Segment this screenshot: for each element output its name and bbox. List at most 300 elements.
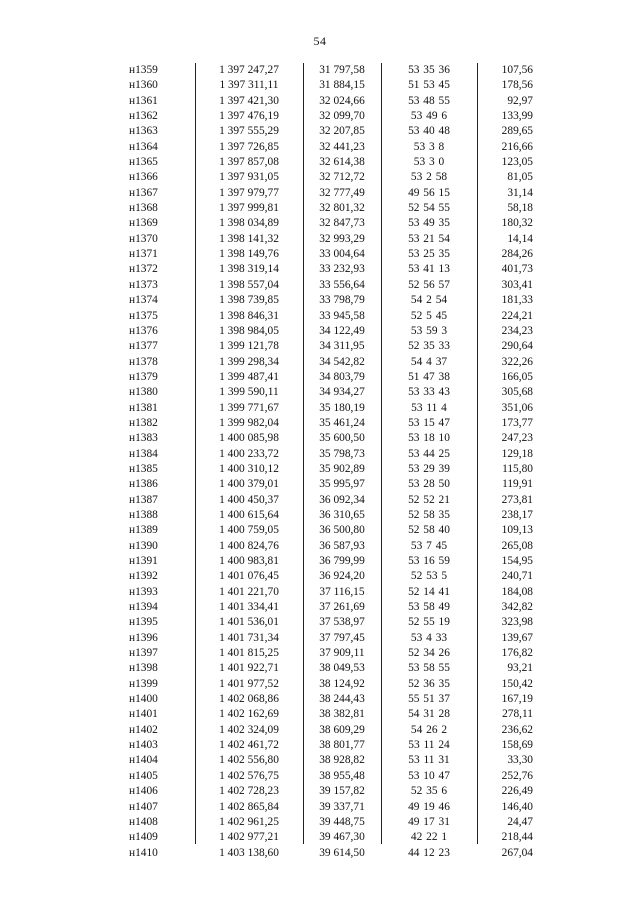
x-coordinate-cell: 1 401 977,52 [219, 677, 279, 690]
direction-angle-cell: 53 33 43 [408, 386, 450, 399]
y-coordinate-cell: 36 500,80 [319, 524, 365, 537]
direction-angle-cell: 53 40 48 [408, 125, 450, 138]
table-row [113, 109, 537, 124]
x-coordinate-cell: 1 400 379,01 [219, 478, 279, 491]
y-coordinate-cell: 32 801,32 [319, 202, 365, 215]
length-cell: 342,82 [501, 601, 533, 614]
direction-angle-cell: 53 58 49 [408, 601, 450, 614]
column-divider [477, 63, 478, 844]
y-coordinate-cell: 35 180,19 [319, 401, 365, 414]
direction-angle-cell: 53 18 10 [408, 432, 450, 445]
x-coordinate-cell: 1 402 728,23 [219, 785, 279, 798]
point-id-cell: н1368 [129, 202, 158, 215]
length-cell: 267,04 [501, 846, 533, 859]
y-coordinate-cell: 36 924,20 [319, 570, 365, 583]
y-coordinate-cell: 39 467,30 [319, 831, 365, 844]
x-coordinate-cell: 1 399 590,11 [219, 386, 279, 399]
length-cell: 236,62 [501, 723, 533, 736]
y-coordinate-cell: 33 556,64 [319, 278, 365, 291]
y-coordinate-cell: 38 609,29 [319, 723, 365, 736]
length-cell: 218,44 [501, 831, 533, 844]
point-id-cell: н1383 [129, 432, 158, 445]
length-cell: 14,14 [507, 232, 533, 245]
table-row [113, 692, 537, 707]
x-coordinate-cell: 1 401 536,01 [219, 616, 279, 629]
table-row [113, 78, 537, 93]
direction-angle-cell: 53 11 24 [408, 739, 450, 752]
y-coordinate-cell: 32 024,66 [319, 94, 365, 107]
length-cell: 401,73 [501, 263, 533, 276]
x-coordinate-cell: 1 398 319,14 [219, 263, 279, 276]
y-coordinate-cell: 36 587,93 [319, 539, 365, 552]
length-cell: 81,05 [507, 171, 533, 184]
direction-angle-cell: 42 22 1 [410, 831, 448, 844]
table-row [113, 63, 537, 78]
x-coordinate-cell: 1 398 846,31 [219, 309, 279, 322]
point-id-cell: н1379 [129, 370, 158, 383]
direction-angle-cell: 55 51 37 [408, 693, 450, 706]
length-cell: 115,80 [502, 462, 533, 475]
length-cell: 31,14 [507, 186, 533, 199]
direction-angle-cell: 52 35 6 [410, 785, 448, 798]
length-cell: 238,17 [501, 508, 533, 521]
table-row [113, 569, 537, 584]
point-id-cell: н1398 [129, 662, 158, 675]
point-id-cell: н1361 [129, 94, 158, 107]
table-row [113, 554, 537, 569]
point-id-cell: н1384 [129, 447, 158, 460]
point-id-cell: н1402 [129, 723, 158, 736]
y-coordinate-cell: 36 310,65 [319, 508, 365, 521]
table-row [113, 216, 537, 231]
direction-angle-cell: 53 48 55 [408, 94, 450, 107]
coordinates-table [113, 63, 537, 861]
table-row [113, 707, 537, 722]
y-coordinate-cell: 37 797,45 [319, 631, 365, 644]
x-coordinate-cell: 1 401 731,34 [219, 631, 279, 644]
length-cell: 150,42 [501, 677, 533, 690]
length-cell: 226,49 [501, 785, 533, 798]
table-row [113, 186, 537, 201]
y-coordinate-cell: 31 884,15 [319, 79, 365, 92]
direction-angle-cell: 53 3 0 [413, 156, 445, 169]
table-row [113, 201, 537, 216]
y-coordinate-cell: 39 448,75 [319, 815, 365, 828]
table-row [113, 293, 537, 308]
y-coordinate-cell: 35 798,73 [319, 447, 365, 460]
direction-angle-cell: 53 49 6 [410, 110, 448, 123]
y-coordinate-cell: 35 995,97 [319, 478, 365, 491]
length-cell: 184,08 [501, 585, 533, 598]
x-coordinate-cell: 1 401 922,71 [219, 662, 279, 675]
point-id-cell: н1388 [129, 508, 158, 521]
direction-angle-cell: 49 19 46 [408, 800, 450, 813]
direction-angle-cell: 52 58 35 [408, 508, 450, 521]
point-id-cell: н1385 [129, 462, 158, 475]
y-coordinate-cell: 35 461,24 [319, 416, 365, 429]
y-coordinate-cell: 31 797,58 [319, 64, 365, 76]
length-cell: 247,23 [501, 432, 533, 445]
point-id-cell: н1395 [129, 616, 158, 629]
x-coordinate-cell: 1 399 771,67 [219, 401, 279, 414]
table-row [113, 124, 537, 139]
point-id-cell: н1387 [129, 493, 158, 506]
point-id-cell: н1382 [129, 416, 158, 429]
point-id-cell: н1405 [129, 769, 158, 782]
table-row [113, 493, 537, 508]
point-id-cell: н1404 [129, 754, 158, 767]
point-id-cell: н1370 [129, 232, 158, 245]
table-row [113, 94, 537, 109]
direction-angle-cell: 53 58 55 [408, 662, 450, 675]
x-coordinate-cell: 1 397 476,19 [219, 110, 279, 123]
table-row [113, 401, 537, 416]
x-coordinate-cell: 1 397 247,27 [219, 64, 279, 76]
direction-angle-cell: 53 11 31 [408, 754, 450, 767]
point-id-cell: н1366 [129, 171, 158, 184]
y-coordinate-cell: 32 712,72 [319, 171, 365, 184]
x-coordinate-cell: 1 403 138,60 [219, 846, 279, 859]
direction-angle-cell: 52 5 45 [410, 309, 448, 322]
table-row [113, 155, 537, 170]
point-id-cell: н1360 [129, 79, 158, 92]
table-row [113, 385, 537, 400]
direction-angle-cell: 53 11 4 [411, 401, 447, 414]
direction-angle-cell: 53 7 45 [410, 539, 448, 552]
length-cell: 305,68 [501, 386, 533, 399]
x-coordinate-cell: 1 402 162,69 [219, 708, 279, 721]
direction-angle-cell: 52 52 21 [408, 493, 450, 506]
direction-angle-cell: 52 34 26 [408, 647, 450, 660]
point-id-cell: н1371 [129, 248, 158, 261]
x-coordinate-cell: 1 398 557,04 [219, 278, 279, 291]
point-id-cell: н1367 [129, 186, 158, 199]
table-row [113, 800, 537, 815]
length-cell: 323,98 [501, 616, 533, 629]
direction-angle-cell: 53 2 58 [410, 171, 448, 184]
x-coordinate-cell: 1 400 450,37 [219, 493, 279, 506]
y-coordinate-cell: 38 244,43 [319, 693, 365, 706]
point-id-cell: н1363 [129, 125, 158, 138]
length-cell: 240,71 [501, 570, 533, 583]
point-id-cell: н1377 [129, 340, 158, 353]
x-coordinate-cell: 1 398 149,76 [219, 248, 279, 261]
x-coordinate-cell: 1 397 311,11 [219, 79, 279, 92]
direction-angle-cell: 53 21 54 [408, 232, 450, 245]
x-coordinate-cell: 1 402 961,25 [219, 815, 279, 828]
length-cell: 154,95 [501, 555, 533, 567]
table-row [113, 477, 537, 492]
table-row [113, 339, 537, 354]
table-row [113, 677, 537, 692]
y-coordinate-cell: 33 232,93 [319, 263, 365, 276]
column-divider [381, 63, 382, 844]
direction-angle-cell: 52 14 41 [408, 585, 450, 598]
point-id-cell: н1396 [129, 631, 158, 644]
y-coordinate-cell: 33 798,79 [319, 294, 365, 307]
length-cell: 178,56 [501, 79, 533, 92]
direction-angle-cell: 52 58 40 [408, 524, 450, 537]
point-id-cell: н1381 [129, 401, 158, 414]
length-cell: 284,26 [501, 248, 533, 261]
x-coordinate-cell: 1 402 461,72 [219, 739, 279, 752]
point-id-cell: н1372 [129, 263, 158, 276]
length-cell: 58,18 [507, 202, 533, 215]
x-coordinate-cell: 1 397 555,29 [219, 125, 279, 138]
y-coordinate-cell: 38 928,82 [319, 754, 365, 767]
x-coordinate-cell: 1 399 982,04 [219, 416, 279, 429]
y-coordinate-cell: 34 122,49 [319, 324, 365, 337]
length-cell: 181,33 [501, 294, 533, 307]
table-row [113, 539, 537, 554]
length-cell: 139,67 [501, 631, 533, 644]
direction-angle-cell: 54 26 2 [410, 723, 448, 736]
x-coordinate-cell: 1 400 983,81 [219, 555, 279, 567]
point-id-cell: н1409 [129, 831, 158, 844]
table-row [113, 600, 537, 615]
direction-angle-cell: 53 15 47 [408, 416, 450, 429]
point-id-cell: н1380 [129, 386, 158, 399]
length-cell: 265,08 [501, 539, 533, 552]
x-coordinate-cell: 1 400 824,76 [219, 539, 279, 552]
length-cell: 92,97 [507, 94, 533, 107]
direction-angle-cell: 52 35 33 [408, 340, 450, 353]
table-row [113, 738, 537, 753]
length-cell: 252,76 [501, 769, 533, 782]
table-row [113, 262, 537, 277]
point-id-cell: н1408 [129, 815, 158, 828]
point-id-cell: н1359 [129, 64, 158, 76]
length-cell: 133,99 [501, 110, 533, 123]
table-row [113, 232, 537, 247]
direction-angle-cell: 52 54 55 [408, 202, 450, 215]
x-coordinate-cell: 1 402 324,09 [219, 723, 279, 736]
point-id-cell: н1394 [129, 601, 158, 614]
point-id-cell: н1362 [129, 110, 158, 123]
x-coordinate-cell: 1 400 310,12 [219, 462, 279, 475]
y-coordinate-cell: 39 157,82 [319, 785, 365, 798]
point-id-cell: н1393 [129, 585, 158, 598]
point-id-cell: н1399 [129, 677, 158, 690]
length-cell: 109,13 [501, 524, 533, 537]
y-coordinate-cell: 38 124,92 [319, 677, 365, 690]
point-id-cell: н1410 [129, 846, 158, 859]
x-coordinate-cell: 1 401 076,45 [219, 570, 279, 583]
y-coordinate-cell: 38 801,77 [319, 739, 365, 752]
x-coordinate-cell: 1 402 865,84 [219, 800, 279, 813]
table-row [113, 278, 537, 293]
length-cell: 129,18 [501, 447, 533, 460]
length-cell: 278,11 [502, 708, 533, 721]
length-cell: 166,05 [501, 370, 533, 383]
table-row [113, 784, 537, 799]
length-cell: 290,64 [501, 340, 533, 353]
point-id-cell: н1386 [129, 478, 158, 491]
x-coordinate-cell: 1 402 068,86 [219, 693, 279, 706]
length-cell: 119,91 [502, 478, 533, 491]
point-id-cell: н1407 [129, 800, 158, 813]
x-coordinate-cell: 1 397 931,05 [219, 171, 279, 184]
y-coordinate-cell: 38 049,53 [319, 662, 365, 675]
y-coordinate-cell: 37 538,97 [319, 616, 365, 629]
length-cell: 24,47 [507, 815, 533, 828]
y-coordinate-cell: 32 099,70 [319, 110, 365, 123]
table-row [113, 508, 537, 523]
point-id-cell: н1400 [129, 693, 158, 706]
table-row [113, 815, 537, 830]
x-coordinate-cell: 1 398 984,05 [219, 324, 279, 337]
direction-angle-cell: 49 17 31 [408, 815, 450, 828]
table-row [113, 723, 537, 738]
y-coordinate-cell: 32 777,49 [319, 186, 365, 199]
direction-angle-cell: 53 10 47 [408, 769, 450, 782]
y-coordinate-cell: 32 993,29 [319, 232, 365, 245]
direction-angle-cell: 52 36 35 [408, 677, 450, 690]
x-coordinate-cell: 1 400 759,05 [219, 524, 279, 537]
y-coordinate-cell: 37 909,11 [319, 647, 365, 660]
x-coordinate-cell: 1 398 739,85 [219, 294, 279, 307]
table-row [113, 631, 537, 646]
point-id-cell: н1389 [129, 524, 158, 537]
table-row [113, 447, 537, 462]
x-coordinate-cell: 1 402 977,21 [219, 831, 279, 844]
y-coordinate-cell: 36 799,99 [319, 555, 365, 567]
point-id-cell: н1364 [129, 140, 158, 153]
point-id-cell: н1373 [129, 278, 158, 291]
table-row [113, 431, 537, 446]
y-coordinate-cell: 34 311,95 [319, 340, 365, 353]
y-coordinate-cell: 35 600,50 [319, 432, 365, 445]
column-divider [303, 63, 304, 844]
direction-angle-cell: 54 4 37 [410, 355, 448, 368]
point-id-cell: н1365 [129, 156, 158, 169]
point-id-cell: н1401 [129, 708, 158, 721]
x-coordinate-cell: 1 397 999,81 [219, 202, 279, 215]
page-number: 54 [313, 34, 327, 48]
x-coordinate-cell: 1 398 034,89 [219, 217, 279, 230]
y-coordinate-cell: 35 902,89 [319, 462, 365, 475]
y-coordinate-cell: 33 004,64 [319, 248, 365, 261]
point-id-cell: н1375 [129, 309, 158, 322]
y-coordinate-cell: 32 207,85 [319, 125, 365, 138]
length-cell: 234,23 [501, 324, 533, 337]
direction-angle-cell: 53 28 50 [408, 478, 450, 491]
table-row [113, 523, 537, 538]
direction-angle-cell: 51 53 45 [408, 79, 450, 92]
point-id-cell: н1376 [129, 324, 158, 337]
y-coordinate-cell: 34 934,27 [319, 386, 365, 399]
table-row [113, 247, 537, 262]
length-cell: 93,21 [507, 662, 533, 675]
table-row [113, 753, 537, 768]
point-id-cell: н1397 [129, 647, 158, 660]
direction-angle-cell: 44 12 23 [408, 846, 450, 859]
length-cell: 303,41 [501, 278, 533, 291]
length-cell: 167,19 [501, 693, 533, 706]
x-coordinate-cell: 1 397 857,08 [219, 156, 279, 169]
length-cell: 273,81 [501, 493, 533, 506]
y-coordinate-cell: 34 803,79 [319, 370, 365, 383]
length-cell: 180,32 [501, 217, 533, 230]
table-row [113, 140, 537, 155]
y-coordinate-cell: 37 261,69 [319, 601, 365, 614]
table-row [113, 846, 537, 861]
column-divider [195, 63, 196, 844]
x-coordinate-cell: 1 400 615,64 [219, 508, 279, 521]
table-row [113, 416, 537, 431]
y-coordinate-cell: 36 092,34 [319, 493, 365, 506]
direction-angle-cell: 53 3 8 [413, 140, 445, 153]
direction-angle-cell: 53 29 39 [408, 462, 450, 475]
table-row [113, 309, 537, 324]
direction-angle-cell: 49 56 15 [408, 186, 450, 199]
y-coordinate-cell: 32 441,23 [319, 140, 365, 153]
x-coordinate-cell: 1 401 815,25 [219, 647, 279, 660]
direction-angle-cell: 53 35 36 [408, 64, 450, 76]
table-row [113, 355, 537, 370]
direction-angle-cell: 54 2 54 [410, 294, 448, 307]
y-coordinate-cell: 39 614,50 [319, 846, 365, 859]
length-cell: 176,82 [501, 647, 533, 660]
direction-angle-cell: 53 49 35 [408, 217, 450, 230]
x-coordinate-cell: 1 397 726,85 [219, 140, 279, 153]
x-coordinate-cell: 1 398 141,32 [219, 232, 279, 245]
point-id-cell: н1369 [129, 217, 158, 230]
table-row [113, 646, 537, 661]
x-coordinate-cell: 1 399 298,34 [219, 355, 279, 368]
length-cell: 216,66 [501, 140, 533, 153]
y-coordinate-cell: 38 955,48 [319, 769, 365, 782]
direction-angle-cell: 53 41 13 [408, 263, 450, 276]
table-row [113, 585, 537, 600]
x-coordinate-cell: 1 402 556,80 [219, 754, 279, 767]
length-cell: 173,77 [501, 416, 533, 429]
direction-angle-cell: 53 44 25 [408, 447, 450, 460]
direction-angle-cell: 52 56 57 [408, 278, 450, 291]
x-coordinate-cell: 1 402 576,75 [219, 769, 279, 782]
table-row [113, 370, 537, 385]
length-cell: 224,21 [501, 309, 533, 322]
table-row [113, 462, 537, 477]
point-id-cell: н1392 [129, 570, 158, 583]
table-row [113, 615, 537, 630]
y-coordinate-cell: 32 614,38 [319, 156, 365, 169]
x-coordinate-cell: 1 399 487,41 [219, 370, 279, 383]
direction-angle-cell: 51 47 38 [408, 370, 450, 383]
x-coordinate-cell: 1 401 221,70 [219, 585, 279, 598]
table-row [113, 769, 537, 784]
length-cell: 107,56 [501, 64, 533, 76]
point-id-cell: н1403 [129, 739, 158, 752]
point-id-cell: н1391 [129, 555, 158, 567]
length-cell: 146,40 [501, 800, 533, 813]
x-coordinate-cell: 1 399 121,78 [219, 340, 279, 353]
x-coordinate-cell: 1 397 421,30 [219, 94, 279, 107]
direction-angle-cell: 54 31 28 [408, 708, 450, 721]
point-id-cell: н1378 [129, 355, 158, 368]
y-coordinate-cell: 39 337,71 [319, 800, 365, 813]
length-cell: 33,30 [507, 754, 533, 767]
direction-angle-cell: 53 59 3 [410, 324, 448, 337]
length-cell: 123,05 [501, 156, 533, 169]
direction-angle-cell: 52 53 5 [410, 570, 448, 583]
x-coordinate-cell: 1 400 085,98 [219, 432, 279, 445]
length-cell: 351,06 [501, 401, 533, 414]
y-coordinate-cell: 34 542,82 [319, 355, 365, 368]
table-row [113, 830, 537, 845]
length-cell: 158,69 [501, 739, 533, 752]
table-row [113, 661, 537, 676]
